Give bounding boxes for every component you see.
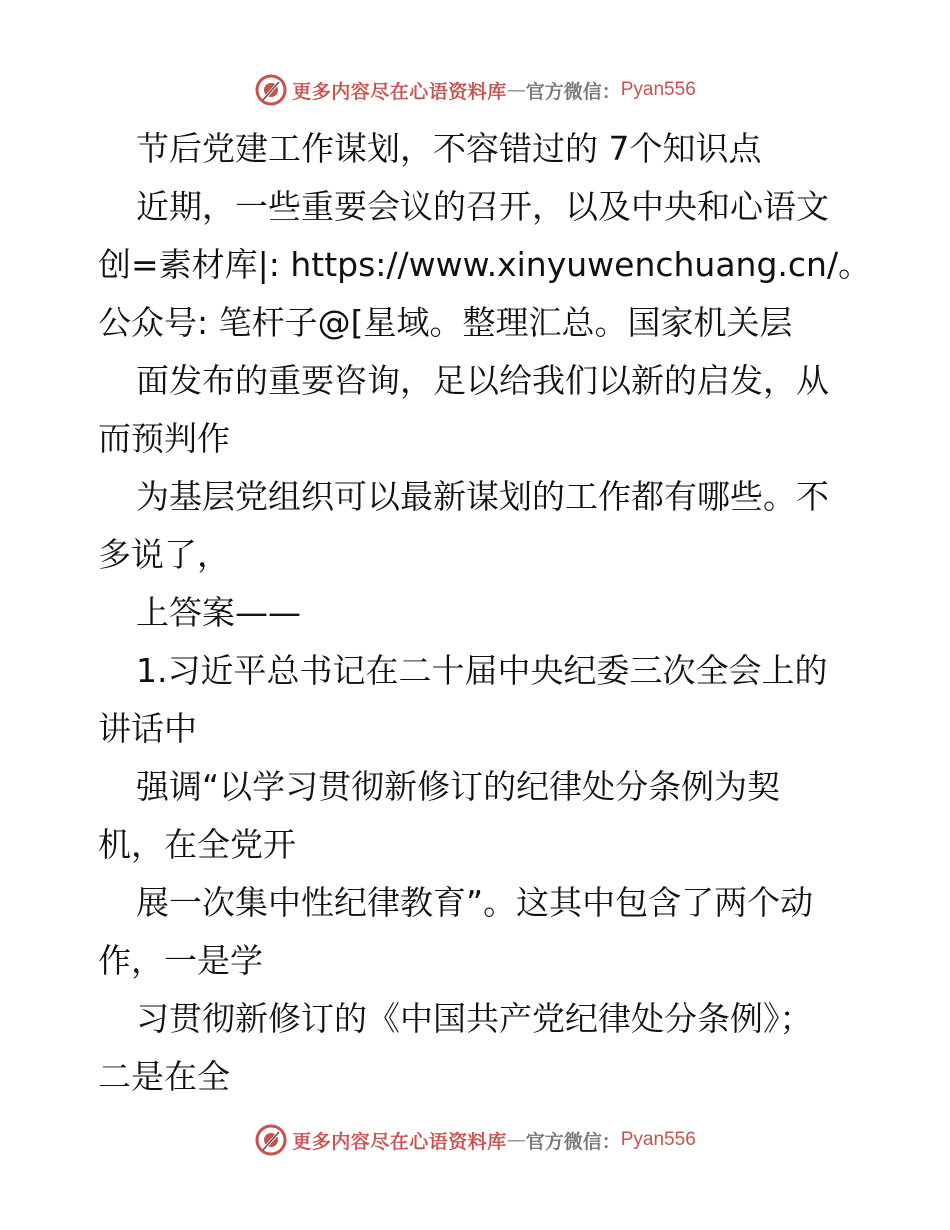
text-line: 多说了，	[98, 535, 230, 574]
text-line: 而预判作	[98, 419, 230, 458]
text-line: 机，在全党开	[98, 825, 296, 864]
text-line: 面发布的重要咨询，足以给我们以新的启发，从	[136, 361, 829, 400]
text-line: 1.习近平总书记在二十届中央纪委三次全会上的	[136, 651, 828, 690]
banner-text: 更多内容尽在心语资料库	[292, 1130, 507, 1153]
text-line: 展一次集中性纪律教育”。这其中包含了两个动	[136, 883, 814, 922]
header-watermark-banner	[0, 70, 950, 110]
brand-logo-icon	[254, 1123, 288, 1157]
text-line: 上答案——	[136, 593, 301, 632]
text-line: 习贯彻新修订的《中国共产党纪律处分条例》；	[136, 999, 813, 1038]
banner-wechat-label: 官方微信：	[525, 80, 621, 103]
document-body	[98, 120, 872, 1106]
footer-watermark-banner	[0, 1120, 950, 1160]
banner-text: 更多内容尽在心语资料库	[292, 80, 507, 103]
text-line: 作，一是学	[98, 941, 263, 980]
text-line: 二是在全	[98, 1057, 230, 1096]
banner-dash: —	[506, 79, 526, 101]
document-title-line: 节后党建工作谋划，不容错过的 7个知识点	[136, 129, 762, 168]
banner-dash: —	[506, 1129, 526, 1151]
banner-wechat-label: 官方微信：	[525, 1130, 621, 1153]
text-line: 公众号: 笔杆子@[星域。整理汇总。国家机关层	[98, 303, 793, 342]
text-line: 讲话中	[98, 709, 197, 748]
banner-wechat-id: Pyan556	[620, 79, 696, 100]
brand-logo-icon	[254, 73, 288, 107]
text-line: 为基层党组织可以最新谋划的工作都有哪些。不	[136, 477, 829, 516]
text-line: 强调“以学习贯彻新修订的纪律处分条例为契	[136, 767, 781, 806]
text-line: 创=素材库|: https://www.xinyuwenchuang.cn/。	[98, 245, 872, 284]
text-line: 近期，一些重要会议的召开，以及中央和心语文	[136, 187, 829, 226]
banner-wechat-id: Pyan556	[620, 1129, 696, 1150]
